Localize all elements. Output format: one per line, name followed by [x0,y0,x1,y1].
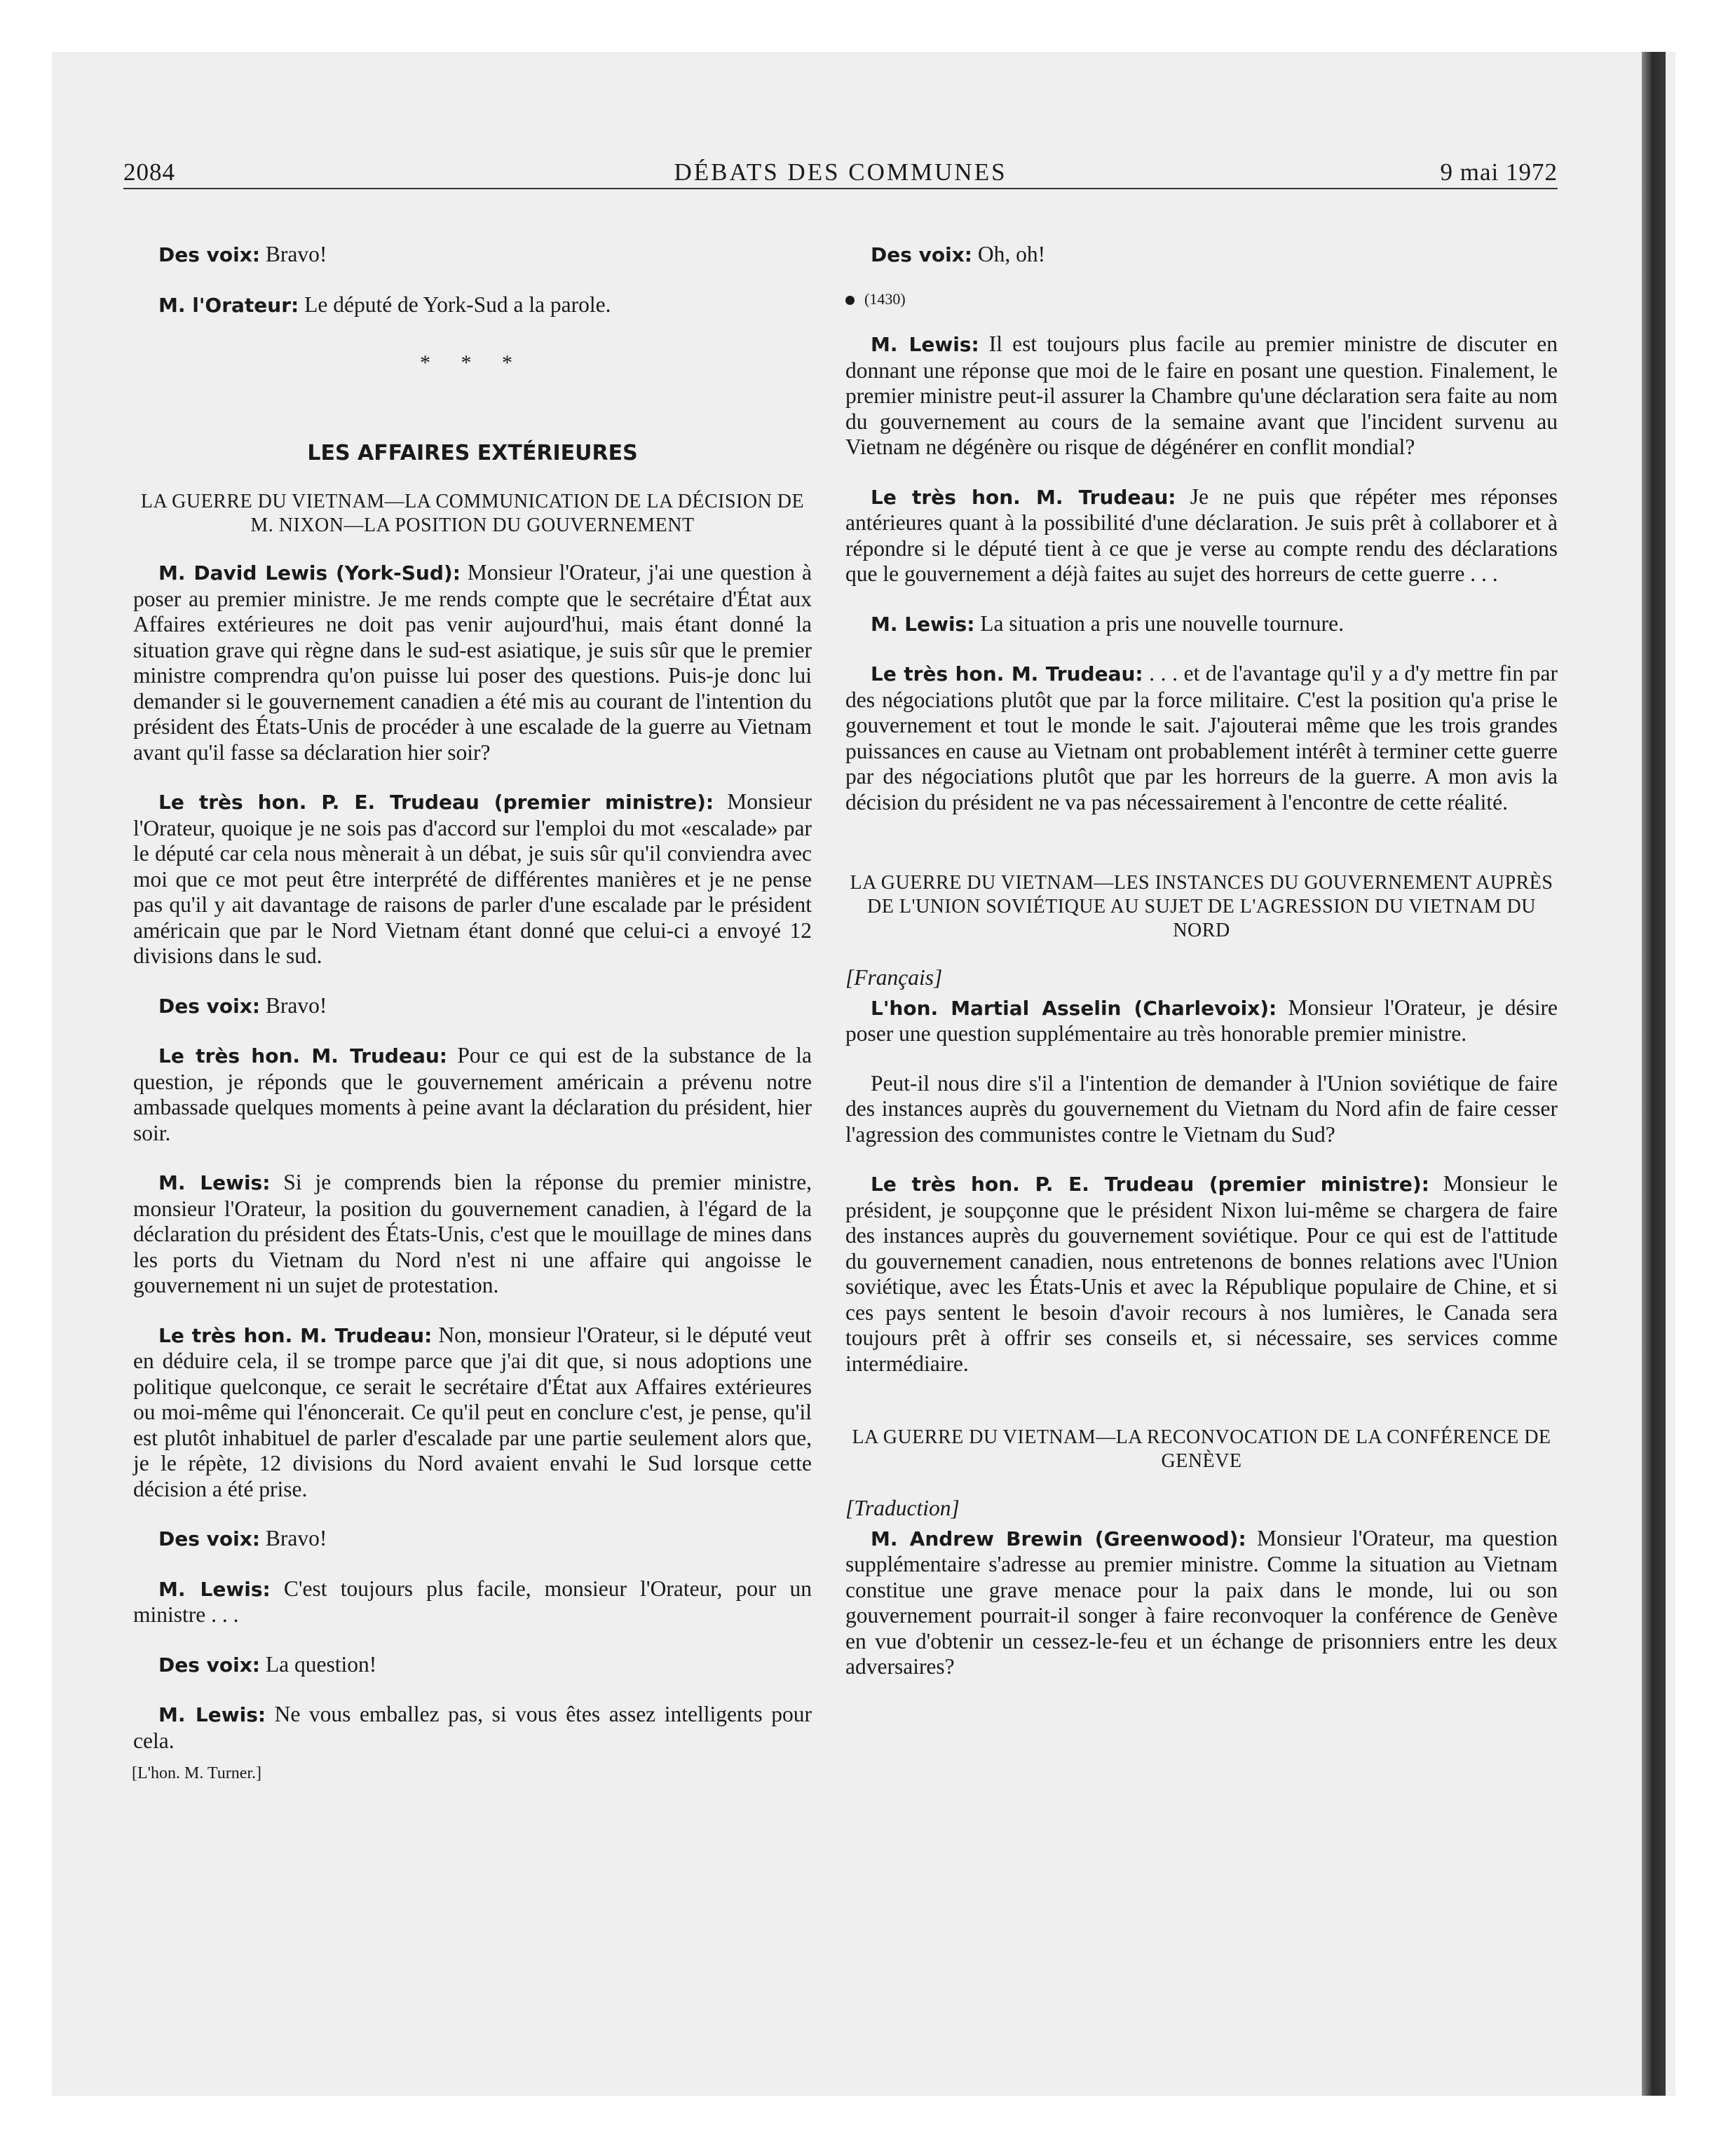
paragraph: M. Lewis: Si je comprends bien la réponse du premier ministre, monsieur l'Orateur, la position du gouvernement canadien, à l'égard de la déclaration du président des États-Unis, c'est que le mouillage de mines dans les ports du Vietnam du Nord n'est ni une affaire qui angoisse le gouvernement ni un sujet de protestation. [133,1170,812,1297]
paragraph: Des voix: Bravo! [158,1526,327,1550]
publication-title: DÉBATS DES COMMUNES [674,158,1007,186]
paragraph: M. David Lewis (York-Sud): Monsieur l'Orateur, j'ai une question à poser au premier ministre. Je me rends compte que le secrétaire d'État aux Affaires extérieures ne doit pas venir aujourd'hui, mais étant donné la situation grave qui règne dans le sud-est asiatique, je suis sûr que le premier ministre comprendra qu'on puisse lui poser des questions. Puis-je donc lui demander si le gouvernement canadien a été mis au courant de l'intention du président des États-Unis de procéder à une escalade de la guerre au Vietnam avant qu'il fasse sa déclaration hier soir? [133,560,812,765]
speaker: L'hon. Martial Asselin (Charlevoix): [871,996,1277,1020]
right-column [845,242,1558,1704]
paragraph: M. Lewis: Il est toujours plus facile au premier ministre de discuter en donnant une réponse que moi de le faire en posant une question. Finalement, le premier ministre peut-il assurer la Chambre qu'une déclaration sera faite au nom du gouvernement au cours de la semaine avant que l'incident survenu au Vietnam ne dégénère ou risque de dégénérer en conflit mondial? [845,332,1558,459]
speaker: Des voix: [158,994,260,1018]
paragraph: Peut-il nous dire s'il a l'intention de demander à l'Union soviétique de faire des instances auprès du gouvernement du Vietnam du Nord afin de faire cesser l'agression des communistes contre le Vietnam du Sud? [845,1070,1558,1147]
speaker: M. l'Orateur: [158,293,299,317]
speaker: Le très hon. P. E. Trudeau (premier ministre): [158,791,714,814]
speaker: M. Lewis: [871,333,979,356]
speaker: Le très hon. M. Trudeau: [158,1044,447,1067]
paragraph: Des voix: Bravo! [158,992,327,1018]
paragraph: Des voix: La question! [158,1651,377,1677]
paragraph: M. Andrew Brewin (Greenwood): Monsieur l'Orateur, ma question supplémentaire s'adresse au premier ministre. Comme la situation au Vietnam constitue une grave menace pour la paix dans le monde, lui ou son gouvernement pourrait-il songer à faire reconvoquer la conférence de Genève en vue d'obtenir un cessez-le-feu et un échange de prisonniers entre les deux adversaires? [845,1525,1558,1679]
paragraph: Des voix: Bravo! [158,242,327,266]
topic-heading: LES AFFAIRES EXTÉRIEURES [307,440,638,465]
running-header [123,158,1558,186]
section-separator: * * * [420,351,525,374]
speaker: Des voix: [158,243,260,266]
speaker: M. Lewis: [158,1703,266,1726]
paragraph: Le très hon. P. E. Trudeau (premier ministre): Monsieur l'Orateur, quoique je ne sois pas d'accord sur l'emploi du mot «escalade» par le député car cela nous mènerait à un débat, je suis sûr qu'il conviendra avec moi que ce mot peut être interprété de différentes manières et je ne pense pas qu'il y ait davantage de raisons de parler d'une escalade par le président américain que par le Nord Vietnam étant donné que celui-ci a envoyé 12 divisions dans le sud. [133,789,812,968]
header-rule [123,188,1558,189]
bullet-icon [845,296,855,305]
speaker: Le très hon. M. Trudeau: [158,1323,433,1347]
paragraph: M. l'Orateur: Le député de York-Sud a la parole. [158,292,611,317]
paragraph: M. Lewis: La situation a pris une nouvelle tournure. [871,610,1345,636]
paragraph: Le très hon. P. E. Trudeau (premier ministre): Monsieur le président, je soupçonne que le président Nixon lui-même se chargera de faire des instances auprès du gouvernement soviétique. Pour ce qui est de l'attitude du gouvernement canadien, nous entretenons de bonnes relations avec l'Union soviétique, avec les États-Unis et avec la République populaire de Chine, et si ces pays sentent le besoin d'avoir recours à nos lumières, le Canada sera toujours prêt à offrir ses conseils et, si nécessaire, ses services comme intermédiaire. [845,1171,1558,1376]
timestamp: (1430) [845,287,1558,313]
subject-heading: LA GUERRE DU VIETNAM—LA RECONVOCATION DE LA CONFÉRENCE DE GENÈVE [852,1426,1551,1472]
subject-heading: LA GUERRE DU VIETNAM—LES INSTANCES DU GOUVERNEMENT AUPRÈS DE L'UNION SOVIÉTIQUE AU SUJET DE L'AGRESSION DU VIETNAM DU NORD [850,872,1553,941]
speaker: M. David Lewis (York-Sud): [158,561,461,585]
paragraph: M. Lewis: C'est toujours plus facile, monsieur l'Orateur, pour un ministre . . . [133,1576,812,1627]
left-column [133,242,812,1810]
paragraph: L'hon. Martial Asselin (Charlevoix): Monsieur l'Orateur, je désire poser une question supplémentaire au très honorable premier ministre. [845,995,1558,1046]
paragraph: M. Lewis: Ne vous emballez pas, si vous êtes assez intelligents pour cela. [133,1702,812,1753]
speaker: Le très hon. M. Trudeau: [871,662,1143,685]
page-number: 2084 [123,158,175,186]
speaker: M. Lewis: [158,1171,271,1194]
speaker: Des voix: [158,1653,260,1677]
language-tag: [Traduction] [845,1496,960,1520]
speaker: Le très hon. P. E. Trudeau (premier ministre): [871,1173,1429,1196]
paragraph: Le très hon. M. Trudeau: Pour ce qui est de la substance de la question, je réponds que le gouvernement américain a prévenu notre ambassade quelques moments à peine avant la déclaration du président, hier soir. [133,1043,812,1145]
paragraph: Le très hon. M. Trudeau: Je ne puis que répéter mes réponses antérieures quant à la possibilité d'une déclaration. Je suis prêt à collaborer et à répondre si le député tient à ce que je verse au compte rendu des déclarations que le gouvernement a déjà faites au sujet des horreurs de cette guerre . . . [845,484,1558,586]
speaker: M. Lewis: [871,612,975,636]
speaker: M. Andrew Brewin (Greenwood): [871,1527,1246,1550]
paragraph: Le très hon. M. Trudeau: . . . et de l'avantage qu'il y a d'y mettre fin par des négociations plutôt que par la force militaire. C'est la position qu'a prise le gouvernement et tout le monde le sait. J'ajouterai même que les trois grandes puissances en cause au Vietnam ont probablement intérêt à terminer cette guerre par des négociations plutôt que par les horreurs de la guerre. A mon avis la décision du président ne va pas nécessairement à l'encontre de cette réalité. [845,661,1558,814]
scan-binding-edge [1642,52,1666,2096]
speaker: Des voix: [871,243,972,266]
language-tag: [Français] [845,965,943,990]
publication-date: 9 mai 1972 [1440,158,1558,186]
paragraph: Des voix: Oh, oh! [871,242,1046,266]
page-footnote: [L'hon. M. Turner.] [132,1764,262,1782]
speaker: Le très hon. M. Trudeau: [871,485,1176,509]
subject-heading: LA GUERRE DU VIETNAM—LA COMMUNICATION DE LA DÉCISION DE M. NIXON—LA POSITION DU GOUVERNEMENT [140,491,805,536]
speaker: Des voix: [158,1527,260,1550]
paragraph: Le très hon. M. Trudeau: Non, monsieur l'Orateur, si le député veut en déduire cela, il se trompe parce que j'ai dit que, si nous adoptions une politique quelconque, ce serait le secrétaire d'État aux Affaires extérieures ou moi-même qui l'énoncerait. Ce qu'il peut en conclure c'est, je pense, qu'il est plutôt inhabituel de parler d'escalade par une partie seulement alors que, je le répète, 12 divisions du Nord avaient envahi le Sud lorsque cette décision a été prise. [133,1322,812,1501]
speaker: M. Lewis: [158,1577,271,1601]
